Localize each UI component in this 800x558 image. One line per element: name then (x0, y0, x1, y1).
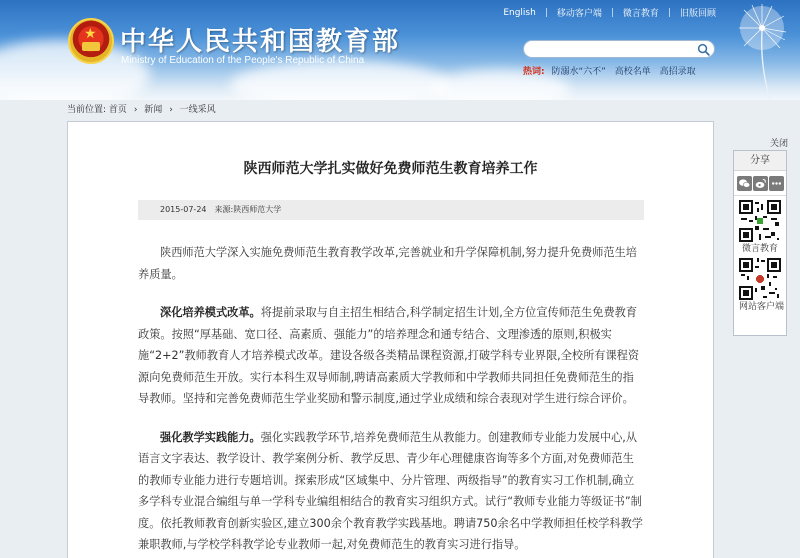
share-title: 分享 (734, 151, 786, 171)
paragraph-lead: 强化教学实践能力。 (160, 430, 261, 444)
weibo-share-icon[interactable] (753, 176, 768, 191)
hot-word-drowning[interactable]: 防溺水“六不” (551, 67, 606, 77)
site-header (0, 0, 800, 100)
breadcrumb-label: 当前位置: (67, 105, 107, 115)
breadcrumb-news[interactable]: 新闻 (144, 105, 163, 115)
paragraph-text: 陕西师范大学深入实施免费师范生教育教学改革,完善就业和升学保障机制,努力提升免费师范生培养质量。 (138, 246, 637, 281)
breadcrumb (67, 102, 216, 115)
more-share-icon[interactable] (769, 176, 784, 191)
website-client-caption: 网站客户端 (739, 302, 785, 312)
weiyan-education-qr-icon[interactable] (739, 200, 781, 242)
article-title: 陕西师范大学扎实做好免费师范生教育培养工作 (243, 161, 538, 177)
article-paragraph (138, 242, 644, 285)
site-title[interactable]: 中华人民共和国教育部 (120, 27, 401, 57)
site-subtitle: Ministry of Education of the People's Republic of China (121, 55, 365, 66)
share-close-button[interactable]: 关闭 (770, 139, 789, 149)
breadcrumb-frontline[interactable]: 一线采风 (179, 105, 216, 115)
national-emblem-icon: ★ (68, 18, 114, 64)
search-box (523, 40, 715, 58)
breadcrumb-separator: › (169, 105, 173, 115)
article-body (138, 242, 644, 556)
qr-block (734, 196, 786, 314)
article-source: 来源:陕西师范大学 (214, 205, 282, 214)
search-input[interactable] (532, 43, 692, 56)
top-links: English | 移动客户端 | 微言教育 | 旧版回顾 (503, 7, 716, 19)
hot-word-university-list[interactable]: 高校名单 (614, 67, 651, 77)
article-paragraph (138, 427, 644, 556)
top-link-mobile-client[interactable]: 移动客户端 (556, 9, 602, 19)
breadcrumb-separator: › (133, 105, 138, 115)
breadcrumb-home[interactable]: 首页 (108, 105, 127, 115)
website-client-qr-icon[interactable] (739, 258, 781, 300)
weiyan-education-caption: 微言教育 (741, 244, 778, 254)
hot-words (523, 64, 702, 77)
share-icons (734, 171, 786, 196)
hot-words-label: 热词: (523, 67, 545, 77)
cloud-decoration (230, 60, 450, 100)
top-link-weiyan-education[interactable]: 微言教育 (622, 9, 659, 19)
article-panel (67, 121, 714, 558)
paragraph-text: 强化实践教学环节,培养免费师范生从教能力。创建教师专业能力发展中心,从语言文字表达、教学设计、教学案例分析、教学反思、青少年心理健康咨询等多个方面,对免费师范生的教师专业能力进行专题培训。探索形成“区域集中、分片管理、两级指导”的教育实习工作机制,确立多学科专业混合编组与单一学科专业编组相结合的教育实习组织方式。试行“教师专业能力等级证书”制度。依托教师教育创新实验区,建立300余个教育教学实践基地。聘请750余名中学教师担任校学科教学兼职教师,与学校学科教学论专业教师一起,对免费师范生的教育实习进行指导。 (138, 430, 643, 551)
paragraph-lead: 深化培养模式改革。 (160, 306, 261, 319)
dandelion-decoration-icon (700, 0, 800, 100)
article-meta (138, 200, 644, 220)
paragraph-text: 将提前录取与自主招生相结合,科学制定招生计划,全方位宣传师范生免费教育政策。按照“厚基础、宽口径、高素质、强能力”的培养理念和通专结合、文理渗透的原则,积极实施“2+2”教师教育人才培养模式改革。建设各级各类精品课程资源,打破学科专业界限,全校所有课程资源向免费师范生开放。实行本科生双导师制,聘请高素质大学教师和中学教师共同担任免费师范生的指导教师。坚持和完善免费师范生学业奖励和警示制度,通过学业成绩和综合表现对学生进行综合评价。 (138, 306, 640, 405)
wechat-share-icon[interactable] (737, 176, 752, 191)
top-link-english[interactable]: English (503, 7, 536, 18)
top-link-old-version[interactable]: 旧版回顾 (679, 9, 716, 19)
share-panel (733, 150, 787, 336)
article-date: 2015-07-24 (160, 205, 207, 214)
article-paragraph (138, 302, 644, 410)
hot-word-admission[interactable]: 高招录取 (659, 67, 696, 77)
